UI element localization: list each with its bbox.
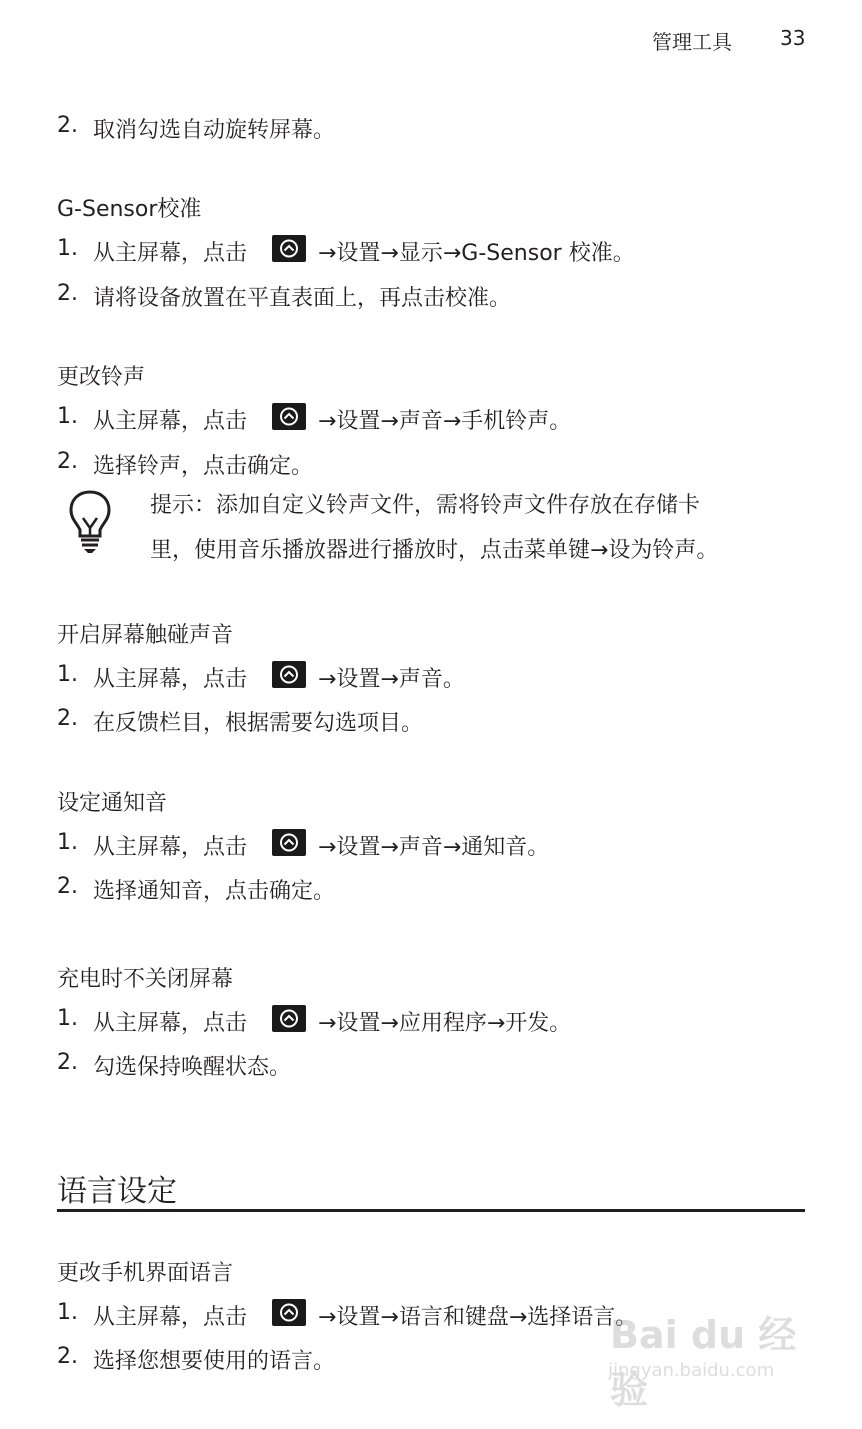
section-heading: 开启屏幕触碰声音 (57, 623, 234, 648)
tip-text: 里，使用音乐播放器进行播放时，点击菜单键→设为铃声。 (150, 538, 719, 563)
step-text: 在反馈栏目，根据需要勾选项目。 (93, 711, 424, 736)
baidu-watermark (596, 1298, 810, 1412)
step-text: 从主屏幕，点击 (93, 835, 248, 860)
step-text: →设置→声音→手机铃声。 (318, 409, 572, 434)
step-text: 从主屏幕，点击 (93, 409, 248, 434)
tip-text: 提示：添加自定义铃声文件，需将铃声文件存放在存储卡 (150, 493, 701, 518)
home-icon (272, 235, 306, 262)
step-text: 从主屏幕，点击 (93, 241, 248, 266)
step-number: 1. (57, 662, 78, 687)
chapter-rule (57, 1209, 805, 1212)
step-number: 2. (57, 113, 78, 138)
step-number: 2. (57, 706, 78, 731)
step-number: 1. (57, 236, 78, 261)
step-text: 选择通知音，点击确定。 (93, 879, 336, 904)
step-number: 2. (57, 1050, 78, 1075)
step-number: 1. (57, 830, 78, 855)
watermark-url: jingyan.baidu.com (608, 1360, 775, 1381)
step-text: 从主屏幕，点击 (93, 1011, 248, 1036)
step-text: 取消勾选自动旋转屏幕。 (93, 118, 336, 143)
section-heading: 更改手机界面语言 (57, 1261, 234, 1286)
section-heading: G-Sensor校准 (57, 197, 202, 222)
home-icon (272, 403, 306, 430)
step-text: 从主屏幕，点击 (93, 1305, 248, 1330)
step-text: →设置→显示→G-Sensor 校准。 (318, 241, 635, 266)
step-number: 2. (57, 281, 78, 306)
step-text: →设置→应用程序→开发。 (318, 1011, 572, 1036)
home-icon (272, 1005, 306, 1032)
step-text: →设置→声音→通知音。 (318, 835, 550, 860)
page-number: 33 (780, 26, 806, 50)
step-text: 勾选保持唤醒状态。 (93, 1055, 292, 1080)
chapter-title: 语言设定 (57, 1174, 177, 1209)
section-heading: 充电时不关闭屏幕 (57, 967, 234, 992)
step-number: 2. (57, 1344, 78, 1369)
step-number: 2. (57, 874, 78, 899)
section-heading: 更改铃声 (57, 365, 146, 390)
step-text: 请将设备放置在平直表面上，再点击校准。 (93, 286, 512, 311)
home-icon (272, 829, 306, 856)
watermark-logo-text: Bai du 经验 (610, 1313, 797, 1412)
step-number: 1. (57, 1006, 78, 1031)
step-text: 选择铃声，点击确定。 (93, 454, 314, 479)
home-icon (272, 661, 306, 688)
section-heading: 设定通知音 (57, 791, 168, 816)
step-text: 选择您想要使用的语言。 (93, 1349, 336, 1374)
step-text: →设置→声音。 (318, 667, 465, 692)
step-number: 1. (57, 404, 78, 429)
step-number: 2. (57, 449, 78, 474)
lightbulb-icon (66, 488, 114, 556)
home-icon (272, 1299, 306, 1326)
step-text: 从主屏幕，点击 (93, 667, 248, 692)
header-title: 管理工具 (652, 30, 732, 54)
step-number: 1. (57, 1300, 78, 1325)
step-text: →设置→语言和键盘→选择语言。 (318, 1305, 638, 1330)
